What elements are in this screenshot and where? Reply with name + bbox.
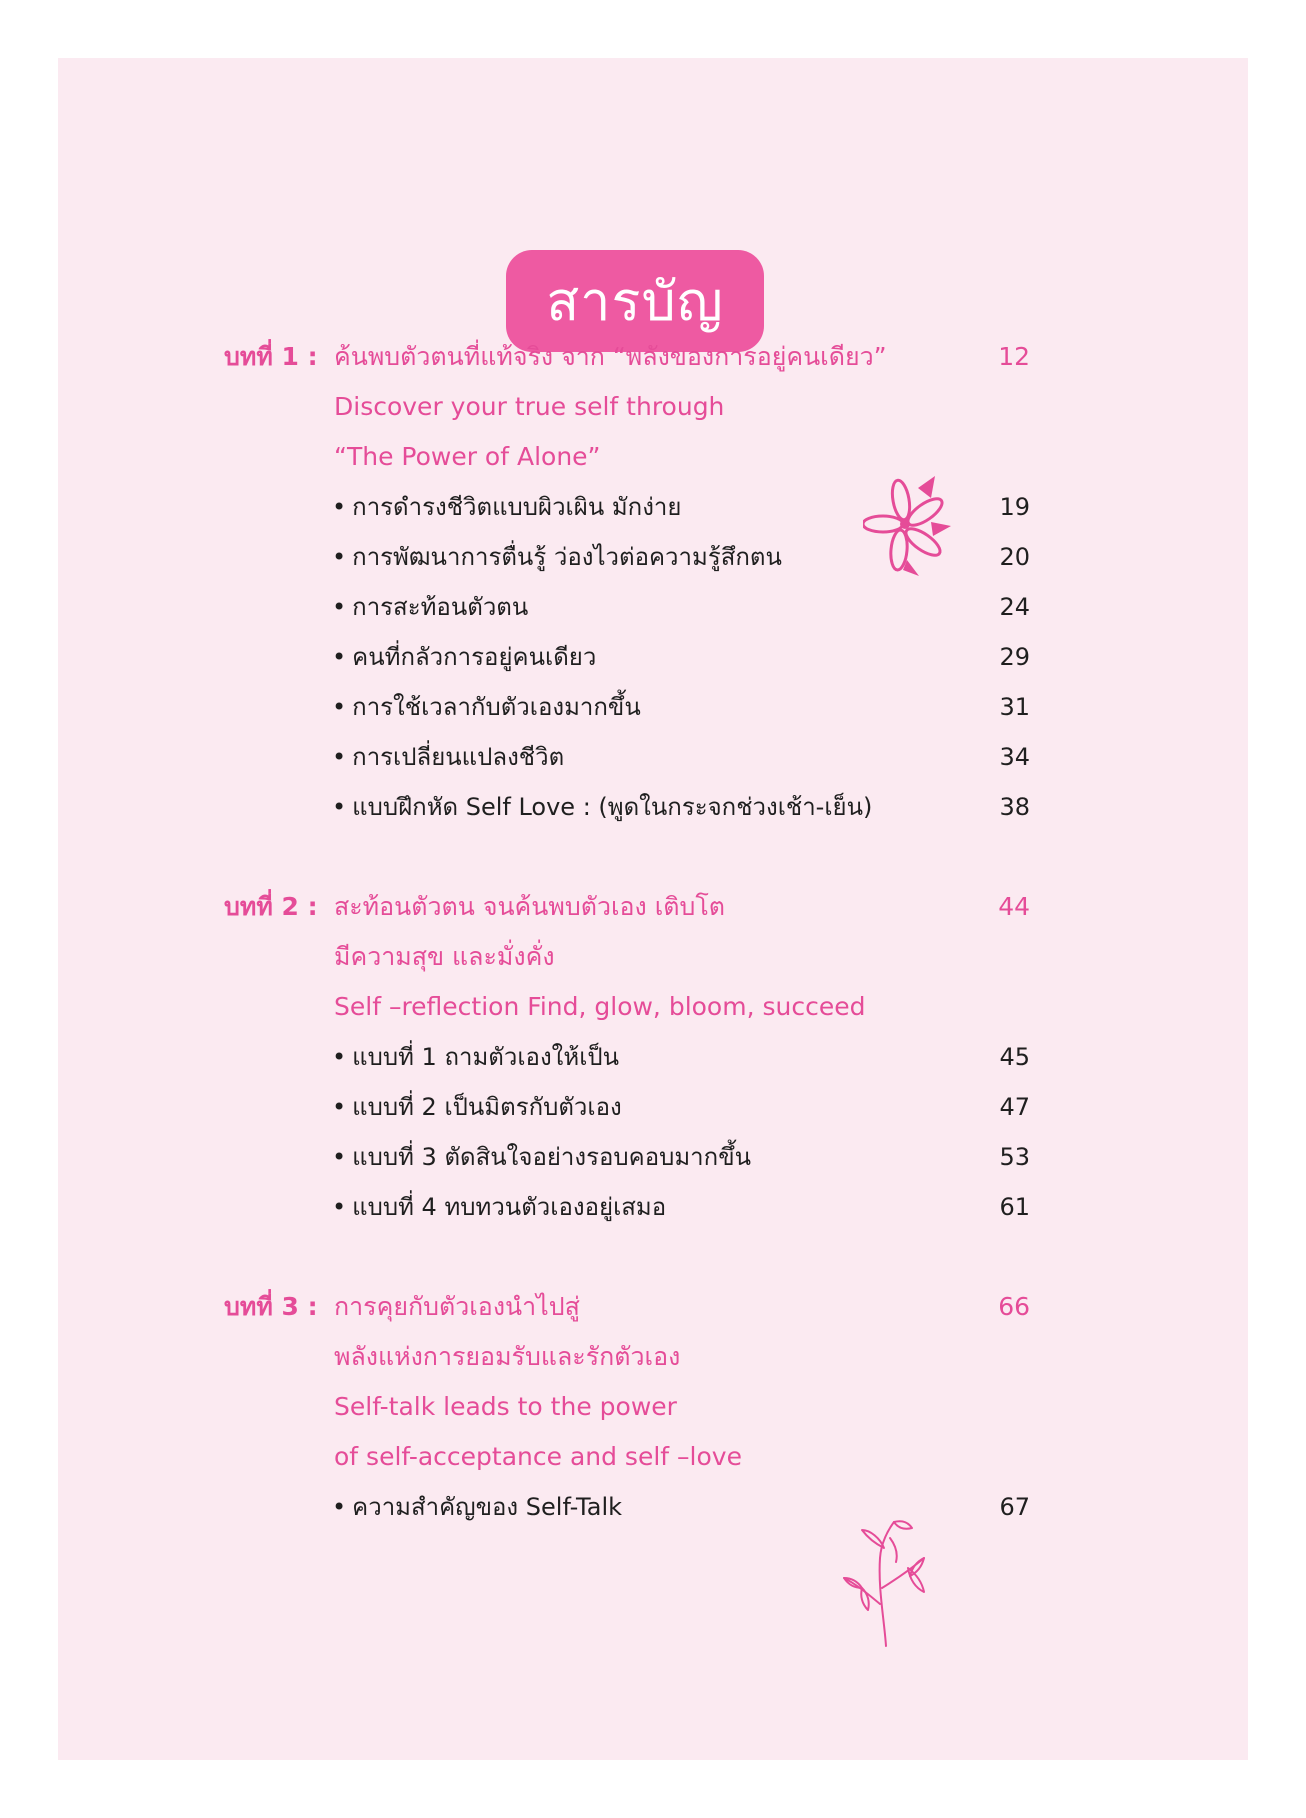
chapter-2-subtitle xyxy=(58,932,1248,982)
page xyxy=(58,58,1248,1760)
chapter-label: บทที่ 2 : xyxy=(224,892,318,921)
item-title: แบบที่ 2 เป็นมิตรกับตัวเอง xyxy=(352,1093,622,1121)
chapter-title-line: of self-acceptance and self –love xyxy=(334,1442,742,1471)
chapter-title-line: ค้นพบตัวตนที่แท้จริง จาก “พลังของการอยู่คนเดียว” xyxy=(334,342,887,371)
bullet-icon: • xyxy=(332,693,347,721)
list-item[interactable] xyxy=(58,1132,1248,1182)
list-item[interactable] xyxy=(58,1182,1248,1232)
list-item[interactable] xyxy=(58,1032,1248,1082)
item-title: การสะท้อนตัวตน xyxy=(352,593,529,621)
item-title: การใช้เวลากับตัวเองมากขึ้น xyxy=(352,693,641,721)
bullet-icon: • xyxy=(332,493,347,521)
list-item[interactable] xyxy=(58,1482,1248,1532)
list-item[interactable] xyxy=(58,1082,1248,1132)
chapter-page-number: 66 xyxy=(998,1292,1030,1321)
list-item[interactable] xyxy=(58,582,1248,632)
chapter-page-number: 12 xyxy=(998,342,1030,371)
chapter-2-subtitle xyxy=(58,982,1248,1032)
item-page-number: 29 xyxy=(999,643,1030,671)
item-page-number: 47 xyxy=(999,1093,1030,1121)
item-title: ความสำคัญของ Self-Talk xyxy=(352,1493,623,1521)
item-page-number: 45 xyxy=(999,1043,1030,1071)
bullet-icon: • xyxy=(332,1193,347,1221)
list-item[interactable] xyxy=(58,732,1248,782)
item-title: การเปลี่ยนแปลงชีวิต xyxy=(352,743,565,771)
page-title: สารบัญ xyxy=(506,250,764,352)
chapter-1-subtitle xyxy=(58,382,1248,432)
chapter-title-line: Discover your true self through xyxy=(334,392,725,421)
chapter-3-subtitle xyxy=(58,1382,1248,1432)
chapter-1-heading[interactable] xyxy=(58,332,1248,382)
item-page-number: 20 xyxy=(999,543,1030,571)
bullet-icon: • xyxy=(332,593,347,621)
chapter-title-line: มีความสุข และมั่งคั่ง xyxy=(334,942,555,971)
item-title: แบบที่ 4 ทบทวนตัวเองอยู่เสมอ xyxy=(352,1193,667,1221)
item-page-number: 19 xyxy=(999,493,1030,521)
item-page-number: 24 xyxy=(999,593,1030,621)
chapter-label: บทที่ 3 : xyxy=(224,1292,318,1321)
chapter-title-line: Self –reflection Find, glow, bloom, succeed xyxy=(334,992,866,1021)
chapter-title-line: “The Power of Alone” xyxy=(334,442,601,471)
chapter-title-line: การคุยกับตัวเองนำไปสู่ xyxy=(334,1292,580,1321)
leaf-sprig-icon xyxy=(838,1518,938,1648)
item-title: การดำรงชีวิตแบบผิวเผิน มักง่าย xyxy=(352,493,682,521)
bullet-icon: • xyxy=(332,1493,347,1521)
chapter-title-line: สะท้อนตัวตน จนค้นพบตัวเอง เติบโต xyxy=(334,892,726,921)
chapter-title-line: Self-talk leads to the power xyxy=(334,1392,677,1421)
list-item[interactable] xyxy=(58,682,1248,732)
item-title: การพัฒนาการตื่นรู้ ว่องไวต่อความรู้สึกตน xyxy=(352,543,782,571)
table-of-contents xyxy=(58,58,1248,1760)
item-page-number: 38 xyxy=(999,793,1030,821)
bullet-icon: • xyxy=(332,743,347,771)
item-title: แบบที่ 1 ถามตัวเองให้เป็น xyxy=(352,1043,620,1071)
flower-icon xyxy=(863,474,953,578)
chapter-3-subtitle xyxy=(58,1432,1248,1482)
chapter-label: บทที่ 1 : xyxy=(224,342,318,371)
list-item[interactable] xyxy=(58,482,1248,532)
item-title: คนที่กลัวการอยู่คนเดียว xyxy=(352,643,597,671)
list-item[interactable] xyxy=(58,782,1248,832)
chapter-2-heading[interactable] xyxy=(58,882,1248,932)
chapter-page-number: 44 xyxy=(998,892,1030,921)
chapter-1-subtitle xyxy=(58,432,1248,482)
item-page-number: 53 xyxy=(999,1143,1030,1171)
bullet-icon: • xyxy=(332,1143,347,1171)
list-item[interactable] xyxy=(58,532,1248,582)
item-title: แบบที่ 3 ตัดสินใจอย่างรอบคอบมากขึ้น xyxy=(352,1143,752,1171)
chapter-3-heading[interactable] xyxy=(58,1282,1248,1332)
bullet-icon: • xyxy=(332,1093,347,1121)
chapter-3-subtitle xyxy=(58,1332,1248,1382)
chapter-title-line: พลังแห่งการยอมรับและรักตัวเอง xyxy=(334,1342,681,1371)
bullet-icon: • xyxy=(332,643,347,671)
item-page-number: 61 xyxy=(999,1193,1030,1221)
item-page-number: 31 xyxy=(999,693,1030,721)
item-title: แบบฝึกหัด Self Love : (พูดในกระจกช่วงเช้า-เย็น) xyxy=(352,793,873,821)
item-page-number: 34 xyxy=(999,743,1030,771)
bullet-icon: • xyxy=(332,793,347,821)
bullet-icon: • xyxy=(332,543,347,571)
bullet-icon: • xyxy=(332,1043,347,1071)
list-item[interactable] xyxy=(58,632,1248,682)
item-page-number: 67 xyxy=(999,1493,1030,1521)
